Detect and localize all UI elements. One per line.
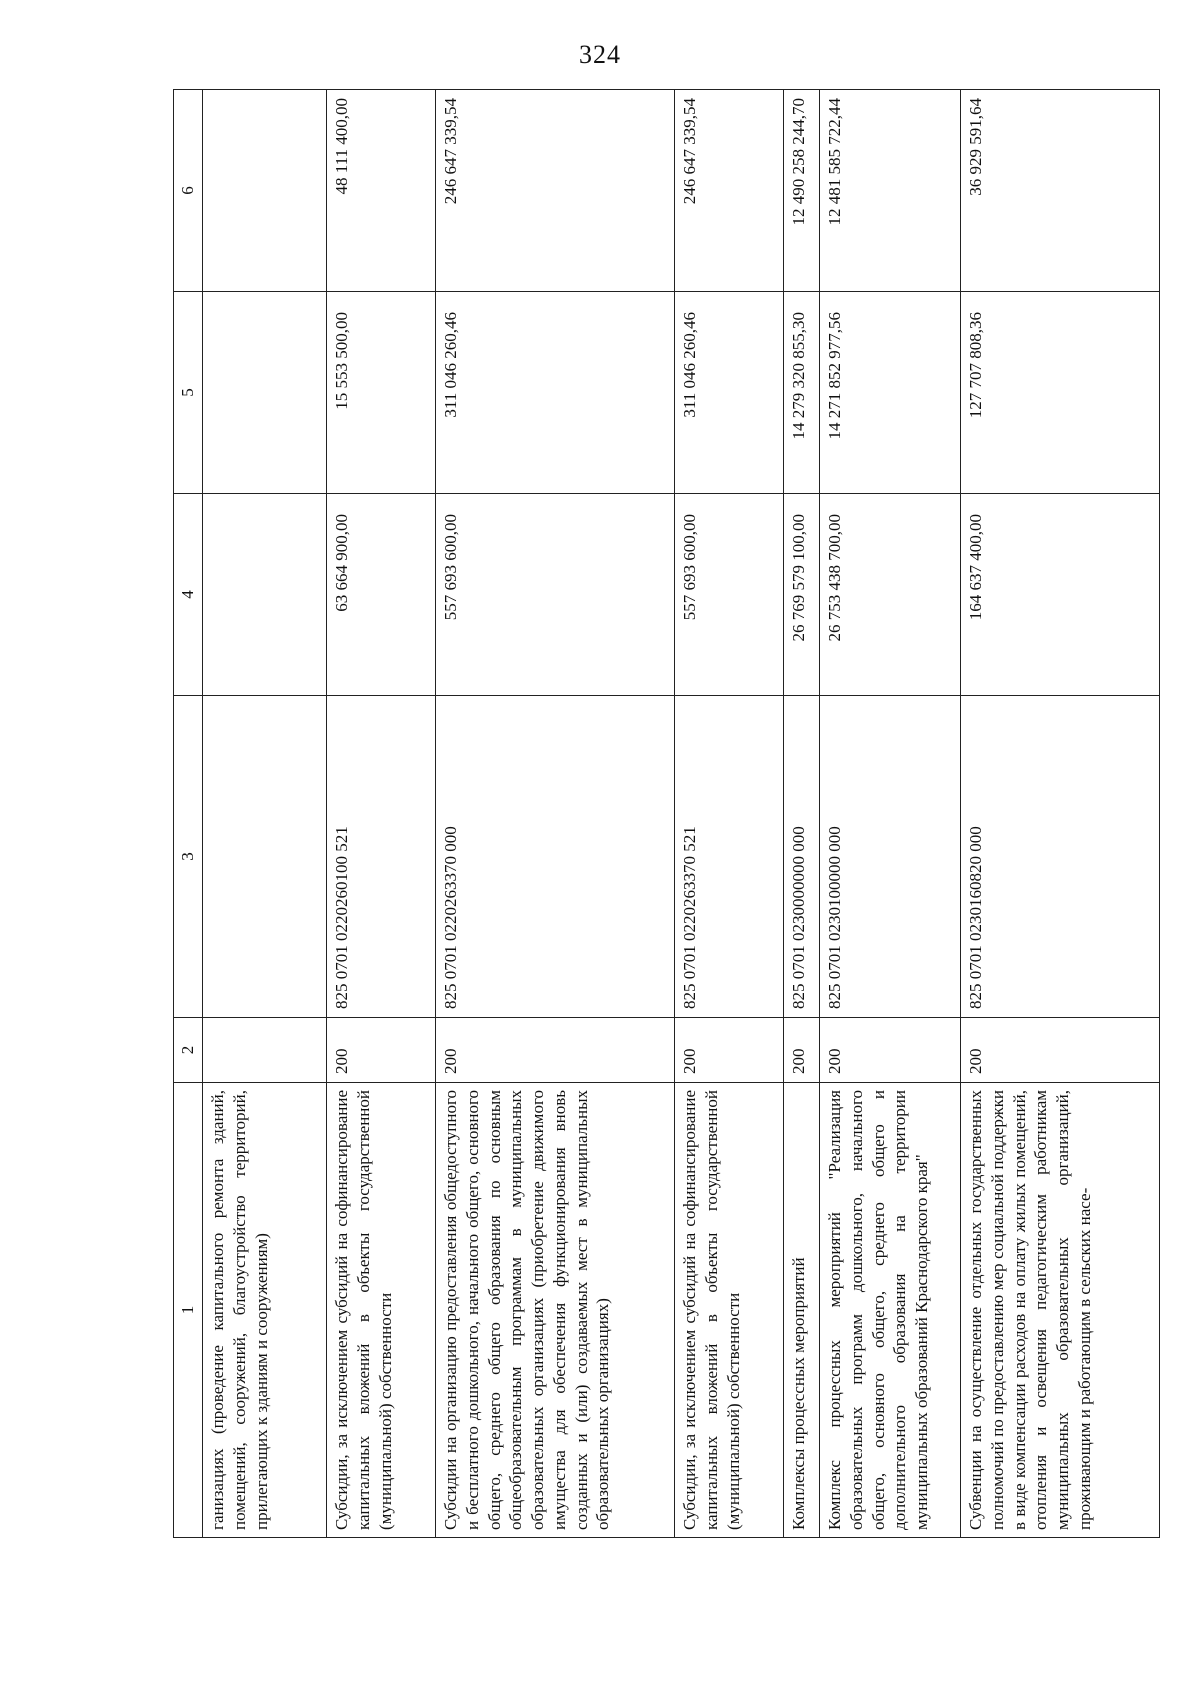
table-row [327, 90, 436, 1538]
table-row [820, 90, 961, 1538]
cell-col6 [203, 90, 327, 292]
header-col-1: 1 [174, 1083, 203, 1538]
cell-col4: 164 637 400,00 [961, 494, 1160, 696]
cell-name: Комплексы процессных мероприятий [784, 1083, 820, 1538]
table-row [675, 90, 784, 1538]
cell-col6: 246 647 339,54 [675, 90, 784, 292]
cell-col5 [203, 292, 327, 494]
cell-kbk: 825 0701 0230000000 000 [784, 696, 820, 1018]
cell-name: Комплекс процессных мероприятий "Реализация образовательных программ дошкольного, начального общего, основного общего, среднего общего и дополнительного образования на территории муниципальных образований Краснодарского края" [820, 1083, 961, 1538]
header-col-3: 3 [174, 696, 203, 1018]
cell-name: Субсидии на организацию предоставления общедоступного и бесплатного дошкольного, начального общего, основного общего, среднего общего образования по основным общеобразовательным программам в муниципальных образовательных организациях (приобретение движимого имущества для обеспечения функционирования вновь созданных и (или) создаваемых мест в муниципальных образовательных организациях) [436, 1083, 675, 1538]
cell-name: ганизациях (проведение капитального ремонта зданий, помещений, сооружений, благоустройство территорий, прилегающих к зданиям и сооружениям) [203, 1083, 327, 1538]
cell-col5: 311 046 260,46 [436, 292, 675, 494]
cell-col4: 26 769 579 100,00 [784, 494, 820, 696]
cell-code: 200 [327, 1018, 436, 1083]
table-row [784, 90, 820, 1538]
cell-col5: 15 553 500,00 [327, 292, 436, 494]
header-col-2: 2 [174, 1018, 203, 1083]
rotated-table-frame [173, 90, 1093, 1538]
header-col-6: 6 [174, 90, 203, 292]
header-col-5: 5 [174, 292, 203, 494]
cell-kbk: 825 0701 0220263370 521 [675, 696, 784, 1018]
cell-kbk: 825 0701 0220260100 521 [327, 696, 436, 1018]
cell-code: 200 [820, 1018, 961, 1083]
cell-col4: 557 693 600,00 [436, 494, 675, 696]
cell-col5: 14 271 852 977,56 [820, 292, 961, 494]
cell-col6: 12 490 258 244,70 [784, 90, 820, 292]
cell-code: 200 [961, 1018, 1160, 1083]
cell-kbk: 825 0701 0220263370 000 [436, 696, 675, 1018]
cell-col5: 127 707 808,36 [961, 292, 1160, 494]
header-row [174, 90, 203, 1538]
cell-code: 200 [675, 1018, 784, 1083]
cell-kbk [203, 696, 327, 1018]
cell-col5: 311 046 260,46 [675, 292, 784, 494]
cell-code [203, 1018, 327, 1083]
cell-name: Субвенции на осуществление отдельных государственных полномочий по предоставлению мер социальной поддержки в виде компенсации расходов на оплату жилых помещений, отопления и освещения педагогическим работникам муниципальных образовательных организаций, проживающим и работающим в сельских насе- [961, 1083, 1160, 1538]
cell-col6: 12 481 585 722,44 [820, 90, 961, 292]
cell-name: Субсидии, за исключением субсидий на софинансирование капитальных вложений в объекты государственной (муниципальной) собственности [327, 1083, 436, 1538]
cell-col4 [203, 494, 327, 696]
cell-col6: 48 111 400,00 [327, 90, 436, 292]
page-number: 324 [579, 40, 621, 69]
table-row [436, 90, 675, 1538]
cell-name: Субсидии, за исключением субсидий на софинансирование капитальных вложений в объекты государственной (муниципальной) собственности [675, 1083, 784, 1538]
cell-col4: 63 664 900,00 [327, 494, 436, 696]
cell-col6: 246 647 339,54 [436, 90, 675, 292]
cell-kbk: 825 0701 0230160820 000 [961, 696, 1160, 1018]
budget-table [173, 89, 1160, 1538]
cell-code: 200 [784, 1018, 820, 1083]
cell-col4: 26 753 438 700,00 [820, 494, 961, 696]
table-row [961, 90, 1160, 1538]
header-col-4: 4 [174, 494, 203, 696]
cell-col6: 36 929 591,64 [961, 90, 1160, 292]
table-row [203, 90, 327, 1538]
cell-kbk: 825 0701 0230100000 000 [820, 696, 961, 1018]
cell-col4: 557 693 600,00 [675, 494, 784, 696]
cell-col5: 14 279 320 855,30 [784, 292, 820, 494]
cell-code: 200 [436, 1018, 675, 1083]
